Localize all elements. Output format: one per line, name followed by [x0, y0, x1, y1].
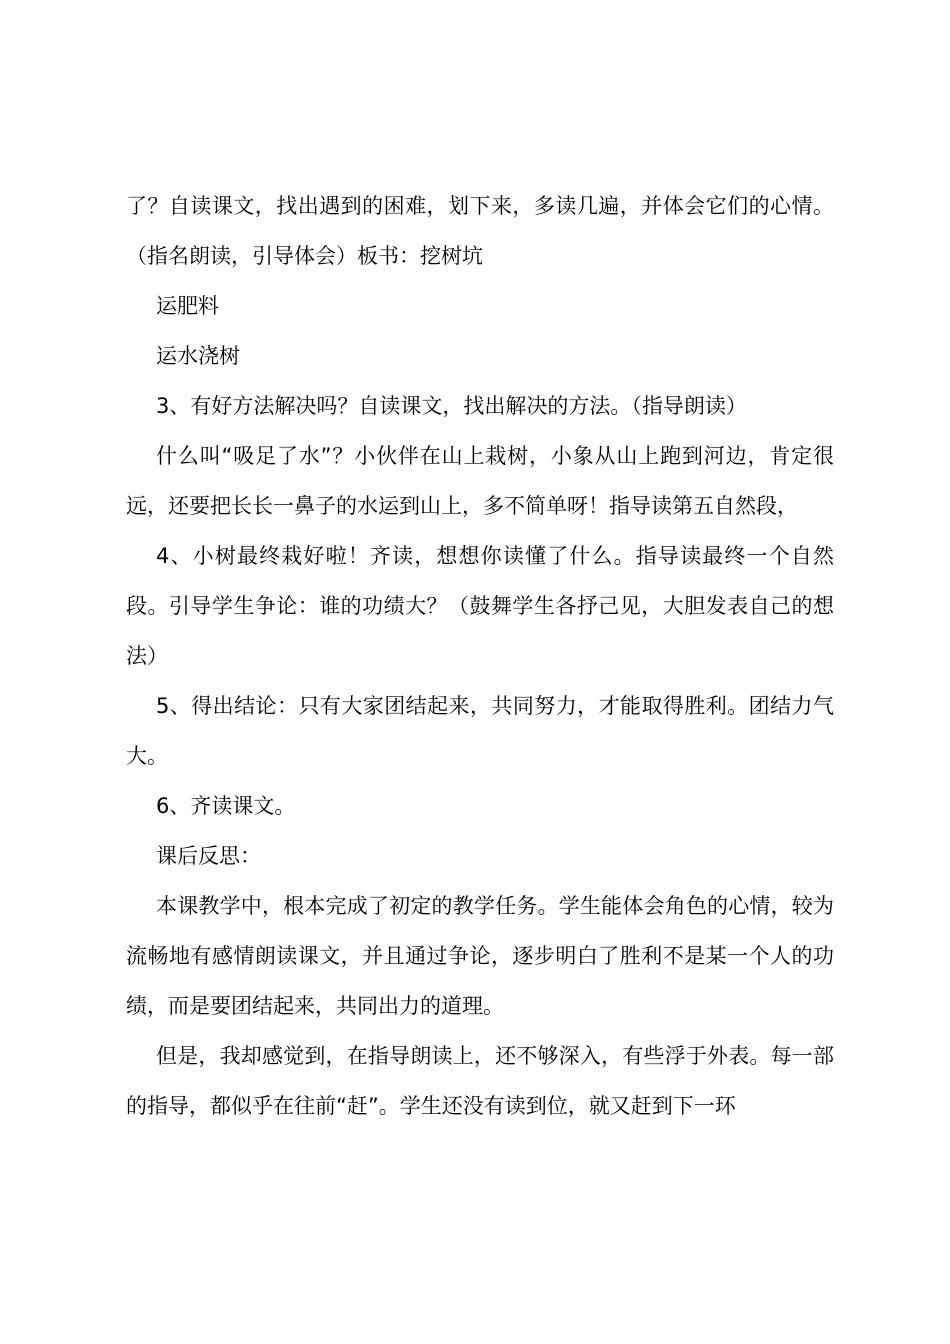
paragraph-3: 运水浇树: [156, 344, 240, 368]
paragraph-4: 3、有好方法解决吗？自读课文，找出解决的方法。（指导朗读）: [156, 394, 747, 418]
paragraph-7: 5、得出结论：只有大家团结起来，共同努力，才能取得胜利。团结力气大。: [126, 694, 834, 768]
paragraph-2: 运肥料: [156, 294, 219, 318]
paragraph-10: 本课教学中，根本完成了初定的教学任务。学生能体会角色的心情，较为流畅地有感情朗读课文，并且通过争论，逐步明白了胜利不是某一个人的功绩，而是要团结起来，共同出力的道理。: [126, 894, 834, 1018]
paragraph-1: 了？自读课文，找出遇到的困难，划下来，多读几遍，并体会它们的心情。（指名朗读，引导体会）板书：挖树坑: [126, 194, 834, 268]
paragraph-6: 4、小树最终栽好啦！齐读，想想你读懂了什么。指导读最终一个自然段。引导学生争论：谁的功绩大？（鼓舞学生各抒己见，大胆发表自己的想法）: [126, 544, 834, 668]
paragraph-9: 课后反思：: [156, 844, 261, 868]
document-body: [126, 181, 834, 1131]
paragraph-5: 什么叫“吸足了水”？小伙伴在山上栽树，小象从山上跑到河边，肯定很远，还要把长长一鼻子的水运到山上，多不简单呀！指导读第五自然段，: [126, 444, 834, 518]
paragraph-11: 但是，我却感觉到，在指导朗读上，还不够深入，有些浮于外表。每一部的指导，都似乎在往前“赶”。学生还没有读到位，就又赶到下一环: [126, 1044, 834, 1118]
paragraph-8: 6、齐读课文。: [156, 794, 296, 818]
